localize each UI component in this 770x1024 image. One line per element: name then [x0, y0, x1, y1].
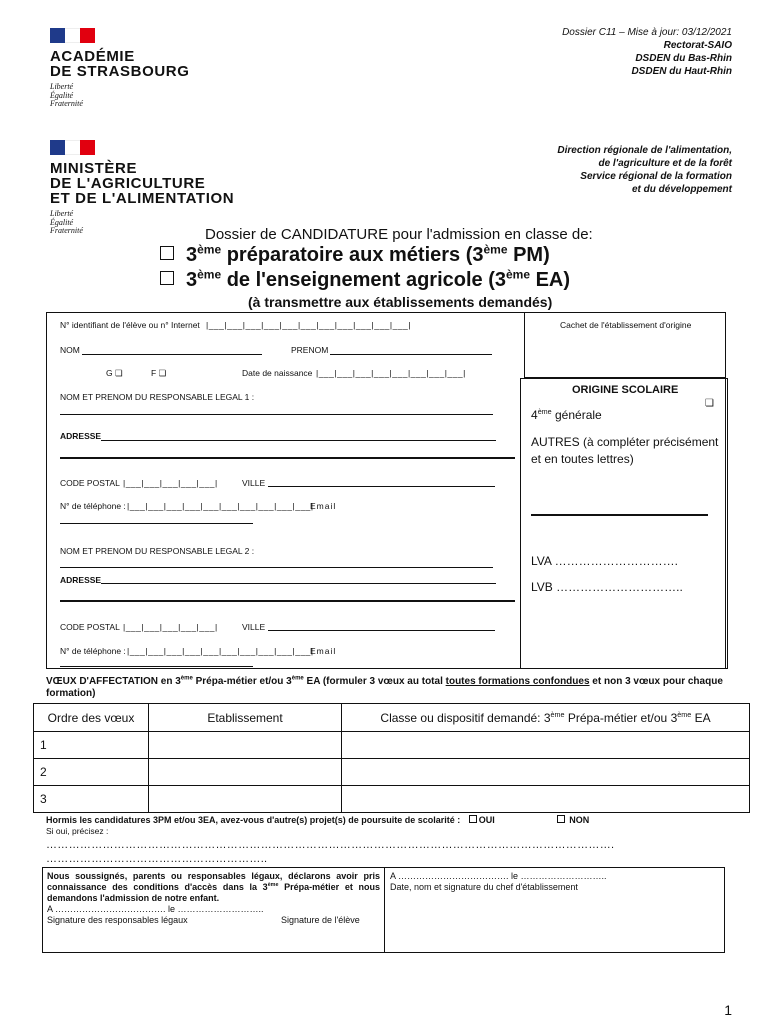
email1-label: Email — [310, 501, 337, 511]
student-id-field[interactable]: |___|___|___|___|___|___|___|___|___|___|___| — [206, 320, 411, 330]
col-etablissement: Etablissement — [149, 704, 342, 732]
adresse1-line2[interactable] — [60, 457, 515, 459]
checkbox-icon[interactable]: ❏ — [158, 368, 167, 378]
tel2-field[interactable]: |___|___|___|___|___|___|___|___|___|___| — [127, 646, 314, 656]
email1-field[interactable] — [60, 523, 253, 524]
nom-field[interactable] — [82, 354, 262, 355]
page-number: 1 — [724, 1002, 732, 1018]
cp1-field[interactable]: |___|___|___|___|___| — [123, 478, 218, 488]
option-3pm[interactable]: 3ème préparatoire aux métiers (3ème PM) — [160, 244, 550, 267]
parents-place-date[interactable]: A ………………………………. le ……………………….. — [47, 904, 264, 914]
ministere-name-1: MINISTÈRE — [50, 160, 138, 177]
origine-lva: LVA …………………………. — [531, 554, 678, 568]
page-subtitle: (à transmettre aux établissements demandés) — [248, 294, 553, 310]
table-row — [34, 786, 750, 813]
checkbox-icon[interactable]: ❏ — [115, 368, 123, 378]
wish-etablissement-cell[interactable] — [149, 732, 342, 759]
checkbox-icon[interactable] — [557, 815, 565, 823]
draaf-line: de l'agriculture et de la forêt — [598, 158, 732, 169]
wish-etablissement-cell[interactable] — [149, 786, 342, 813]
wishes-table — [33, 703, 750, 813]
origine-autres-field[interactable] — [531, 514, 708, 516]
academie-name-1: ACADÉMIE — [50, 48, 135, 65]
adresse1-label: ADRESSE — [60, 431, 102, 441]
non-label[interactable]: NON — [569, 815, 590, 825]
parents-signature — [43, 868, 385, 952]
wish-classe-cell[interactable] — [342, 786, 750, 813]
ville2-field[interactable] — [268, 630, 495, 631]
wish-etablissement-cell[interactable] — [149, 759, 342, 786]
other-projects-question: Hormis les candidatures 3PM et/ou 3EA, avez-vous d'autre(s) projet(s) de poursuite de scolarité : OUI NON — [46, 815, 590, 825]
ministere-logo — [50, 140, 234, 236]
principal-signature-label: Date, nom et signature du chef d'établissement — [390, 882, 578, 892]
parents-signature-label: Signature des responsables légaux — [47, 915, 188, 925]
tel1-label: N° de téléphone : — [60, 501, 126, 511]
nom-label: NOM — [60, 345, 80, 355]
marianne-flag-icon — [50, 140, 95, 155]
signature-box — [42, 867, 725, 953]
table-row — [34, 732, 750, 759]
prenom-label: PRENOM — [291, 345, 329, 355]
ville1-field[interactable] — [268, 486, 495, 487]
wish-order: 3 — [34, 786, 149, 813]
academie-name-2: DE STRASBOURG — [50, 63, 190, 80]
ville1-label: VILLE — [242, 478, 266, 488]
draaf-block — [557, 144, 732, 196]
wish-classe-cell[interactable] — [342, 759, 750, 786]
student-signature-label: Signature de l'élève — [281, 915, 360, 925]
col-ordre: Ordre des vœux — [34, 704, 149, 732]
ville2-label: VILLE — [242, 622, 266, 632]
page-title: Dossier de CANDIDATURE pour l'admission en classe de: — [205, 226, 593, 243]
tel1-field[interactable]: |___|___|___|___|___|___|___|___|___|___| — [127, 501, 314, 511]
adresse2-label: ADRESSE — [60, 575, 102, 585]
checkbox-icon[interactable] — [469, 815, 477, 823]
cp2-field[interactable]: |___|___|___|___|___| — [123, 622, 218, 632]
gender-g[interactable]: G ❏ — [106, 368, 123, 378]
cp2-label: CODE POSTAL — [60, 622, 120, 632]
adresse1-field[interactable] — [101, 440, 496, 441]
resp1-label: NOM ET PRENOM DU RESPONSABLE LEGAL 1 : — [60, 392, 255, 402]
birth-label: Date de naissance — [242, 368, 313, 378]
ref-org: DSDEN du Haut-Rhin — [631, 66, 732, 77]
precisez-field-2[interactable]: ………………………………………………….. — [46, 853, 268, 865]
academie-logo — [50, 28, 189, 109]
parents-declaration: Nous soussignés, parents ou responsables légaux, déclarons avoir pris connaissance des conditions d'accès dans la 3ème Prépa-métier et nous demandons l'admission de notre enfant. — [47, 871, 380, 903]
ref-org: DSDEN du Bas-Rhin — [635, 53, 732, 64]
col-classe: Classe ou dispositif demandé: 3ème Prépa-métier et/ou 3ème EA — [342, 704, 750, 732]
resp1-field[interactable] — [60, 414, 493, 415]
checkbox-icon[interactable] — [160, 246, 174, 260]
birth-field[interactable]: |___|___|___|___|___|___|___|___| — [316, 368, 466, 378]
student-id-label: N° identifiant de l'élève ou n° Internet — [60, 320, 200, 330]
resp2-field[interactable] — [60, 567, 493, 568]
cp1-label: CODE POSTAL — [60, 478, 120, 488]
gender-f[interactable]: F ❏ — [151, 368, 167, 378]
option-3ea[interactable]: 3ème de l'enseignement agricole (3ème EA) — [160, 269, 570, 292]
draaf-line: Direction régionale de l'alimentation, — [557, 145, 732, 156]
wishes-intro: VŒUX D'AFFECTATION en 3ème Prépa-métier et/ou 3ème EA (formuler 3 vœux au total toutes formations confondues et non 3 vœux pour chaque formation) — [46, 675, 723, 699]
precisez-label: Si oui, précisez : — [46, 826, 109, 836]
wish-order: 1 — [34, 732, 149, 759]
email2-label: Email — [310, 646, 337, 656]
draaf-line: et du développement — [631, 184, 732, 195]
checkbox-icon[interactable]: ❏ — [705, 398, 714, 409]
origine-lvb: LVB ………………………….. — [531, 580, 683, 594]
draaf-line: Service régional de la formation — [580, 171, 732, 182]
academie-motto: Liberté Égalité Fraternité — [50, 82, 83, 108]
email2-field[interactable] — [60, 666, 253, 667]
reference-line: Dossier C11 – Mise à jour: 03/12/2021 — [562, 27, 732, 38]
oui-label[interactable]: OUI — [478, 815, 495, 825]
tel2-label: N° de téléphone : — [60, 646, 126, 656]
table-row — [34, 759, 750, 786]
adresse2-field[interactable] — [101, 583, 496, 584]
ministere-motto: Liberté Égalité Fraternité — [50, 209, 83, 235]
origine-generale: 4ème générale — [531, 407, 602, 422]
principal-place-date[interactable]: A ………………………………. le ……………………….. — [390, 871, 607, 881]
checkbox-icon[interactable] — [160, 271, 174, 285]
origine-title: ORIGINE SCOLAIRE — [572, 384, 679, 396]
origine-autres: AUTRES (à compléter précisément et en toutes lettres) — [531, 435, 719, 466]
ministere-name-3: ET DE L'ALIMENTATION — [50, 190, 235, 207]
wish-order: 2 — [34, 759, 149, 786]
resp2-label: NOM ET PRENOM DU RESPONSABLE LEGAL 2 : — [60, 546, 255, 556]
wish-classe-cell[interactable] — [342, 732, 750, 759]
reference-block — [562, 26, 732, 78]
ministere-name-2: DE L'AGRICULTURE — [50, 175, 206, 192]
precisez-field-1[interactable]: ……………………………………………………………………………………………………………………………………. — [46, 839, 615, 851]
principal-signature — [386, 868, 724, 952]
cachet-label: Cachet de l'établissement d'origine — [560, 320, 692, 330]
marianne-flag-icon — [50, 28, 95, 43]
ref-org: Rectorat-SAIO — [663, 40, 732, 51]
table-header-row — [34, 704, 750, 732]
prenom-field[interactable] — [330, 354, 492, 355]
adresse2-line2[interactable] — [60, 600, 515, 602]
